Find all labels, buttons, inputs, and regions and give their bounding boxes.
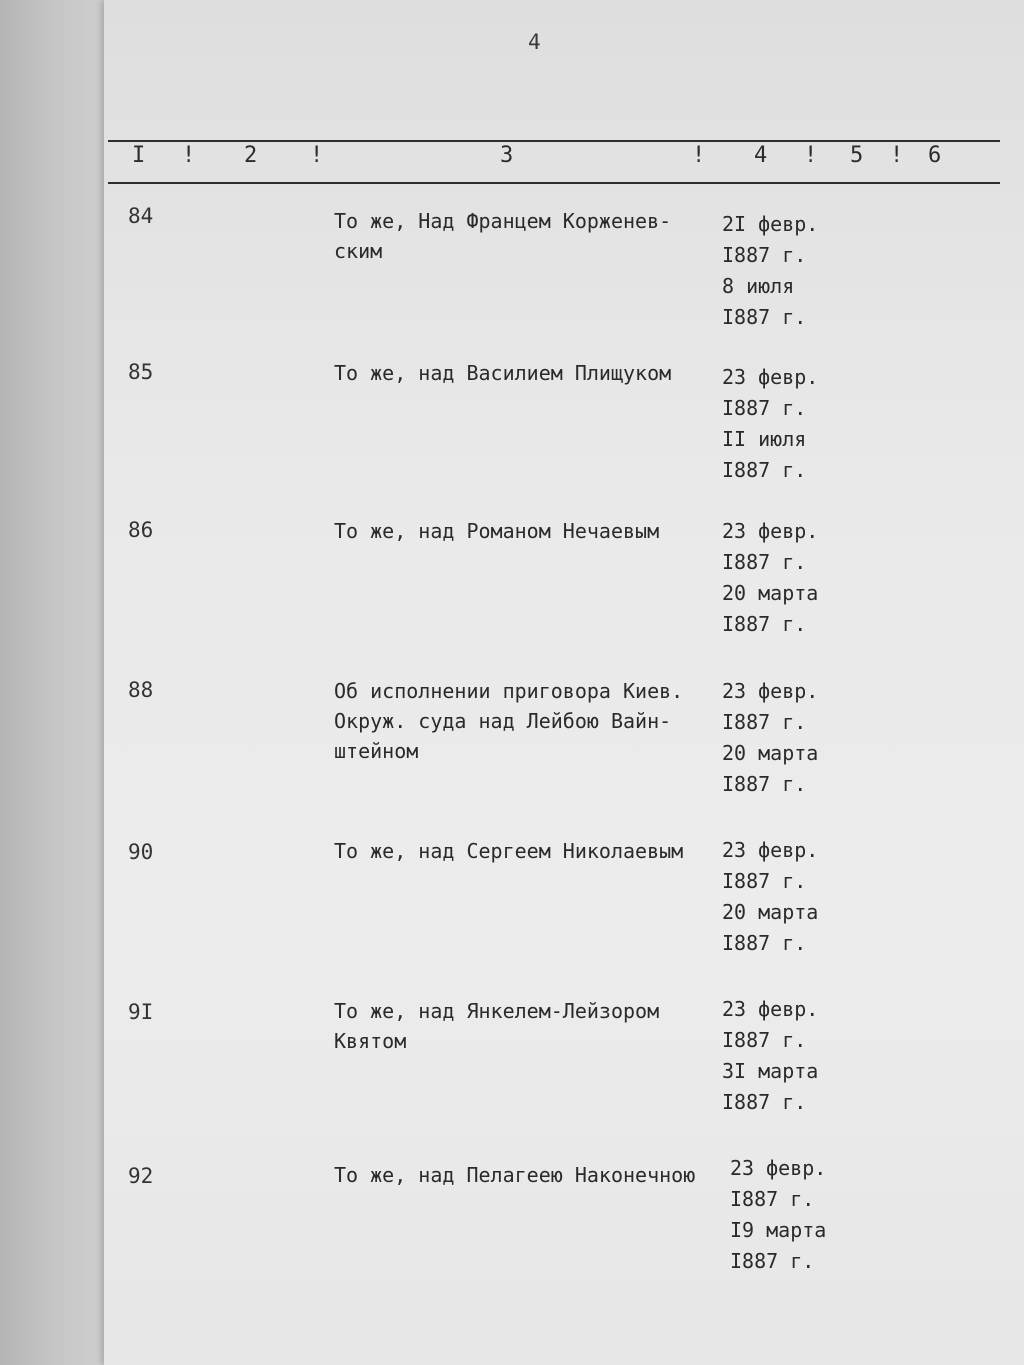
entry-number: 85 <box>128 360 154 384</box>
entry-description: То же, над Янкелем-Лейзором Квятом <box>334 999 660 1053</box>
entry-description: Об исполнении приговора Киев. Окруж. суда над Лейбою Вайн- штейном <box>334 679 684 763</box>
column-header-2: 2 <box>244 143 258 168</box>
table-header-top-rule <box>108 140 1000 142</box>
entry-dates: 2I февр. I887 г. 8 июля I887 г. <box>722 212 819 329</box>
entry-number: 90 <box>128 840 154 864</box>
column-separator: ! <box>182 143 196 168</box>
entry-dates: 23 февр. I887 г. 20 марта I887 г. <box>722 838 819 955</box>
column-header-1: I <box>132 143 146 168</box>
entry-description: То же, над Василием Плищуком <box>334 361 672 385</box>
entry-dates: 23 февр. I887 г. I9 марта I887 г. <box>730 1156 827 1273</box>
column-header-4: 4 <box>754 143 768 168</box>
entry-dates: 23 февр. I887 г. 20 марта I887 г. <box>722 679 819 796</box>
entry-description: То же, над Пелагеею Наконечною <box>334 1163 696 1187</box>
entry-description: То же, над Романом Нечаевым <box>334 519 660 543</box>
entry-number: 92 <box>128 1164 154 1188</box>
entry-description: То же, Над Францем Корженев- ским <box>334 209 672 263</box>
entry-number: 9I <box>128 1000 154 1024</box>
underlying-page-edge <box>0 0 104 1365</box>
column-header-3: 3 <box>500 143 514 168</box>
entry-number: 84 <box>128 204 154 228</box>
entry-dates: 23 февр. I887 г. II июля I887 г. <box>722 365 819 482</box>
column-separator: ! <box>692 143 706 168</box>
column-separator: ! <box>804 143 818 168</box>
column-header-6: 6 <box>928 143 942 168</box>
entry-number: 86 <box>128 518 154 542</box>
table-header-bottom-rule <box>108 182 1000 184</box>
entry-description: То же, над Сергеем Николаевым <box>334 839 684 863</box>
column-separator: ! <box>310 143 324 168</box>
entry-dates: 23 февр. I887 г. 3I марта I887 г. <box>722 997 819 1114</box>
page-number: 4 <box>528 30 541 54</box>
entry-number: 88 <box>128 678 154 702</box>
column-header-5: 5 <box>850 143 864 168</box>
column-separator: ! <box>890 143 904 168</box>
entry-dates: 23 февр. I887 г. 20 марта I887 г. <box>722 519 819 636</box>
